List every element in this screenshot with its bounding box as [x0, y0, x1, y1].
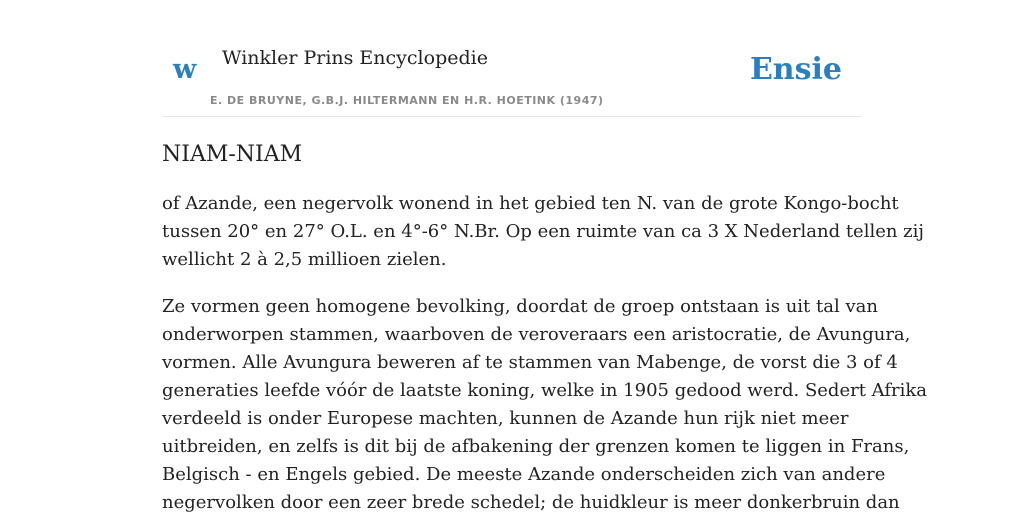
paragraph-line: negervolken door een zeer brede schedel; de huidkleur is meer donkerbruin dan	[162, 492, 900, 512]
site-header	[162, 0, 862, 117]
ensie-logo-link[interactable]: Ensie	[749, 52, 842, 87]
paragraph-line: onderworpen stammen, waarboven de veroveraars een aristocratie, de Avungura,	[162, 324, 911, 345]
paragraph-line: of Azande, een negervolk wonend in het gebied ten N. van de grote Kongo-bocht	[162, 193, 899, 214]
article	[162, 136, 927, 512]
paragraph-line: tussen 20° en 27° O.L. en 4°-6° N.Br. Op een ruimte van ca 3 X Nederland tellen zij	[162, 221, 925, 242]
paragraph-line: verdeeld is onder Europese machten, kunnen de Azande hun rijk niet meer	[162, 408, 849, 429]
paragraph-line: vormen. Alle Avungura beweren af te stammen van Mabenge, de vorst die 3 of 4	[162, 352, 898, 373]
paragraph-line: generaties leefde vóór de laatste koning, welke in 1905 gedood werd. Sedert Afrika	[162, 380, 927, 401]
source-authors: E. DE BRUYNE, G.B.J. HILTERMANN EN H.R. HOETINK (1947)	[210, 94, 604, 107]
paragraph-line: Belgisch - en Engels gebied. De meeste Azande onderscheiden zich van andere	[162, 464, 886, 485]
source-title-link[interactable]: Winkler Prins Encyclopedie	[222, 47, 488, 69]
article-title: NIAM-NIAM	[162, 142, 303, 167]
article-paragraph	[162, 190, 925, 274]
paragraph-line: Ze vormen geen homogene bevolking, doordat de groep ontstaan is uit tal van	[162, 296, 878, 317]
article-paragraph	[162, 293, 927, 512]
paragraph-line: wellicht 2 à 2,5 millioen zielen.	[162, 249, 447, 270]
paragraph-line: uitbreiden, en zelfs is dit bij de afbakening der grenzen komen te liggen in Frans,	[162, 436, 910, 457]
source-logo-icon[interactable]: w	[173, 54, 197, 85]
